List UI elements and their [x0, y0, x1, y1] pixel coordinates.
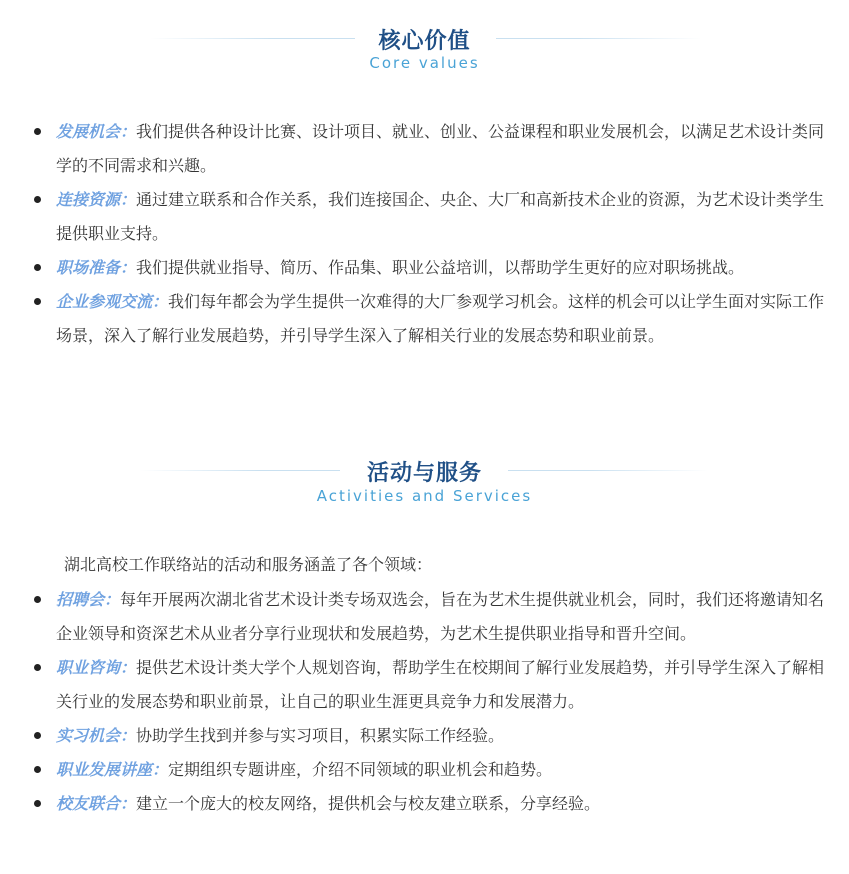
item-text: 我们提供各种设计比赛、设计项目、就业、创业、公益课程和职业发展机会，以满足艺术设计类同学的不同需求和兴趣。: [56, 122, 825, 175]
bullet-icon: [34, 196, 41, 203]
bullet-icon: [34, 128, 41, 135]
list-item: [0, 183, 849, 251]
section-subtitle-activities: Activities and Services: [316, 487, 533, 505]
list-item: [0, 651, 849, 719]
section-subtitle-core-values: Core values: [369, 54, 480, 72]
item-text: 定期组织专题讲座，介绍不同领域的职业机会和趋势。: [168, 760, 553, 779]
bullet-icon: [34, 766, 41, 773]
item-label: 招聘会：: [56, 590, 121, 609]
item-text: 我们提供就业指导、简历、作品集、职业公益培训，以帮助学生更好的应对职场挑战。: [136, 258, 745, 277]
item-label: 企业参观交流：: [56, 292, 169, 311]
item-label: 连接资源：: [56, 190, 137, 209]
item-label: 职业发展讲座：: [56, 760, 169, 779]
list-item: [0, 753, 849, 787]
bullet-icon: [34, 732, 41, 739]
services-list: [0, 583, 849, 821]
item-label: 职场准备：: [56, 258, 137, 277]
bullet-icon: [34, 596, 41, 603]
list-item: [0, 719, 849, 753]
item-text: 通过建立联系和合作关系，我们连接国企、央企、大厂和高新技术企业的资源，为艺术设计类学生提供职业支持。: [56, 190, 825, 243]
item-label: 实习机会：: [56, 726, 137, 745]
bullet-icon: [34, 800, 41, 807]
bullet-icon: [34, 264, 41, 271]
item-text: 我们每年都会为学生提供一次难得的大厂参观学习机会。这样的机会可以让学生面对实际工作场景，深入了解行业发展趋势，并引导学生深入了解相关行业的发展态势和职业前景。: [56, 292, 825, 345]
list-item: [0, 583, 849, 651]
list-item: [0, 115, 849, 183]
bullet-icon: [34, 298, 41, 305]
list-item: [0, 251, 849, 285]
list-item: [0, 285, 849, 353]
bullet-icon: [34, 664, 41, 671]
section-title-activities: 活动与服务: [366, 461, 482, 486]
list-item: [0, 787, 849, 821]
item-text: 提供艺术设计类大学个人规划咨询，帮助学生在校期间了解行业发展趋势，并引导学生深入了解相关行业的发展态势和职业前景，让自己的职业生涯更具竞争力和发展潜力。: [56, 658, 825, 711]
services-intro: 湖北高校工作联络站的活动和服务涵盖了各个领域：: [64, 555, 433, 574]
item-text: 建立一个庞大的校友网络，提供机会与校友建立联系，分享经验。: [136, 794, 601, 813]
item-text: 协助学生找到并参与实习项目，积累实际工作经验。: [136, 726, 505, 745]
item-label: 职业咨询：: [56, 658, 137, 677]
core-values-list: [0, 115, 849, 353]
item-text: 每年开展两次湖北省艺术设计类专场双选会，旨在为艺术生提供就业机会，同时，我们还将邀请知名企业领导和资深艺术从业者分享行业现状和发展趋势，为艺术生提供职业指导和晋升空间。: [56, 590, 825, 643]
item-label: 发展机会：: [56, 122, 137, 141]
section-title-core-values: 核心价值: [378, 29, 471, 54]
item-label: 校友联合：: [56, 794, 137, 813]
